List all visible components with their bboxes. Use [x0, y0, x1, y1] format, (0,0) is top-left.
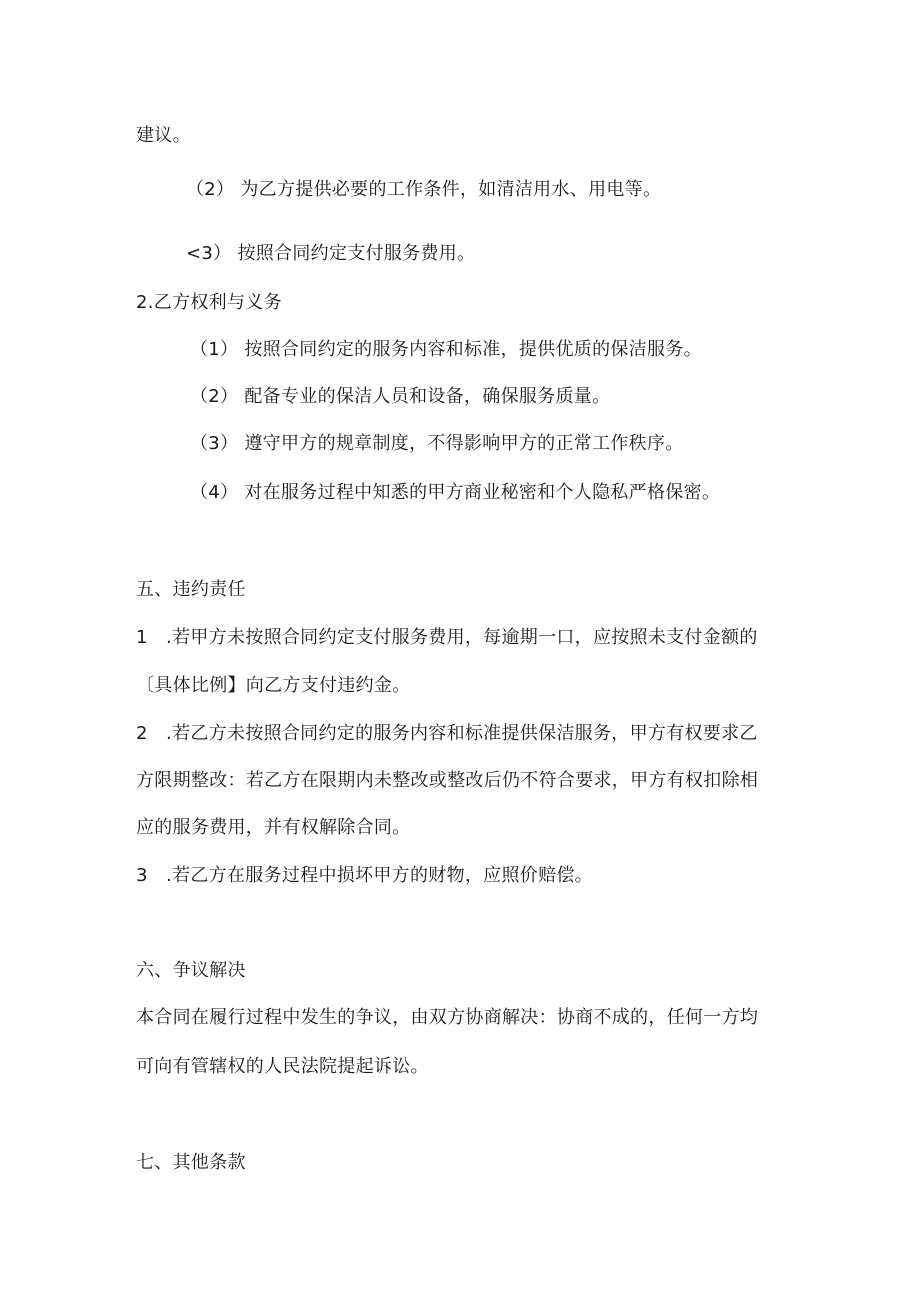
list-item: （4） 对在服务过程中知悉的甲方商业秘密和个人隐私严格保密。 [190, 482, 721, 503]
paragraph-line: 方限期整改：若乙方在限期内未整改或整改后仍不符合要求，甲方有权扣除相 [136, 770, 759, 791]
section-heading: 五、违约责任 [136, 579, 246, 600]
list-item: <3） 按照合同约定支付服务费用。 [186, 243, 476, 264]
list-item: （3） 遵守甲方的规章制度，不得影响甲方的正常工作秩序。 [190, 433, 684, 454]
section-subheading: 2.乙方权利与义务 [136, 292, 282, 313]
paragraph-line: 应的服务费用，并有权解除合同。 [136, 817, 411, 838]
list-item: （2） 配备专业的保洁人员和设备，确保服务质量。 [190, 386, 611, 407]
paragraph-line: 1 .若甲方未按照合同约定支付服务费用，每逾期一口，应按照未支付金额的 [136, 627, 758, 648]
section-heading: 七、其他条款 [136, 1152, 246, 1173]
paragraph-line: 〔具体比例】向乙方支付违约金。 [136, 675, 411, 696]
section-heading: 六、争议解决 [136, 960, 246, 981]
list-item: （1） 按照合同约定的服务内容和标准，提供优质的保洁服务。 [190, 339, 702, 360]
paragraph-line: 可向有管辖权的人民法院提起诉讼。 [136, 1056, 429, 1077]
text-line: 建议。 [136, 125, 191, 146]
paragraph-line: 2 .若乙方未按照合同约定的服务内容和标准提供保洁服务，甲方有权要求乙 [136, 723, 758, 744]
paragraph-line: 3 .若乙方在服务过程中损坏甲方的财物，应照价赔偿。 [136, 865, 593, 886]
paragraph-line: 本合同在履行过程中发生的争议，由双方协商解决：协商不成的，任何一方均 [136, 1007, 759, 1028]
list-item: （2） 为乙方提供必要的工作条件，如清洁用水、用电等。 [186, 179, 662, 200]
